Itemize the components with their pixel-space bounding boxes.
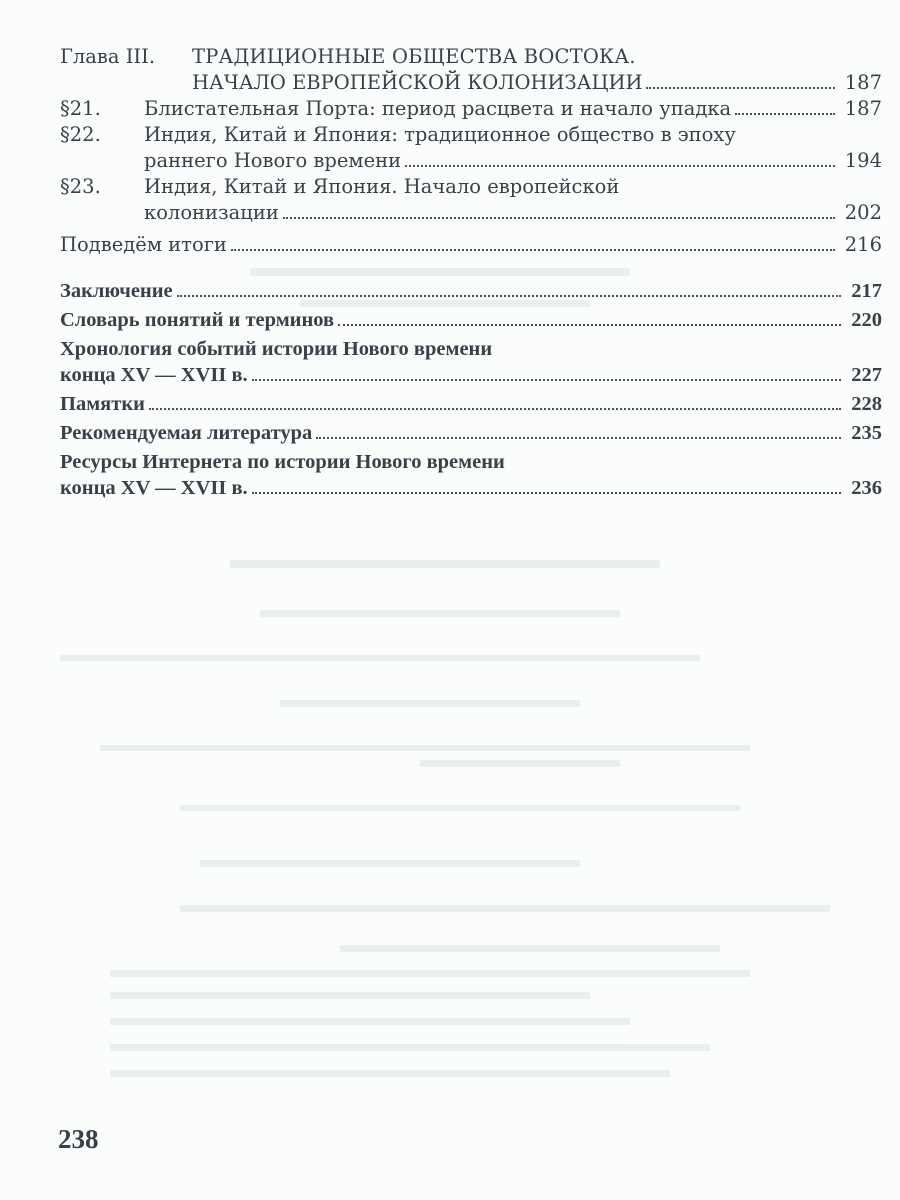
toc-entry-section-23-cont	[60, 200, 882, 226]
chapter-label: Глава III.	[60, 45, 156, 68]
toc-entry-internet-resources	[60, 449, 882, 475]
page-ref: 216	[844, 233, 882, 256]
entry-title-line2: конца XV — XVII в.	[60, 477, 248, 499]
summary-title: Подведём итоги	[60, 233, 227, 256]
page-ref: 202	[844, 201, 882, 224]
dot-leader	[149, 407, 841, 410]
dot-leader	[252, 378, 842, 381]
table-of-contents	[60, 44, 882, 501]
toc-entry-section-22	[60, 122, 882, 148]
section-title-line2: колонизации	[144, 201, 279, 224]
page-number: 238	[58, 1124, 99, 1154]
toc-entry-conclusion	[60, 278, 882, 304]
toc-entry-literature	[60, 420, 882, 446]
section-number: §23.	[60, 175, 101, 198]
section-title-line1: Индия, Китай и Япония: традиционное общество в эпоху	[144, 123, 736, 146]
page-ref: 220	[851, 309, 882, 331]
dot-leader	[338, 323, 841, 326]
section-title-line2: раннего Нового времени	[144, 149, 402, 172]
entry-title: Рекомендуемая литература	[60, 422, 313, 444]
chapter-heading-line1	[60, 44, 882, 70]
page-ref: 194	[844, 149, 882, 172]
toc-entry-glossary	[60, 307, 882, 333]
toc-entry-section-23	[60, 174, 882, 200]
page-ref: 235	[851, 422, 882, 444]
chapter-title-line1: ТРАДИЦИОННЫЕ ОБЩЕСТВА ВОСТОКА.	[192, 45, 636, 68]
section-title: Блистательная Порта: период расцвета и начало упадка	[144, 97, 732, 120]
section-number: §21.	[60, 97, 101, 120]
toc-entry-section-22-cont	[60, 148, 882, 174]
dot-leader	[283, 216, 835, 219]
dot-leader	[646, 86, 834, 89]
page-ref: 227	[851, 364, 882, 386]
dot-leader	[252, 491, 842, 494]
dot-leader	[316, 436, 841, 439]
entry-title: Памятки	[60, 393, 145, 415]
toc-entry-chronology-cont	[60, 362, 882, 388]
page-ref: 217	[851, 280, 882, 302]
chapter-heading-line2	[60, 70, 882, 96]
page-ref: 236	[851, 477, 882, 499]
entry-title-line1: Ресурсы Интернета по истории Нового времени	[60, 451, 505, 473]
entry-title-line2: конца XV — XVII в.	[60, 364, 248, 386]
page-ref: 228	[851, 393, 882, 415]
chapter-title-line2: НАЧАЛО ЕВРОПЕЙСКОЙ КОЛОНИЗАЦИИ	[192, 71, 643, 94]
entry-title: Словарь понятий и терминов	[60, 309, 335, 331]
section-number: §22.	[60, 123, 101, 146]
dot-leader	[405, 164, 835, 167]
toc-entry-summary	[60, 232, 882, 258]
entry-title-line1: Хронология событий истории Нового времени	[60, 338, 493, 360]
entry-title: Заключение	[60, 280, 173, 302]
dot-leader	[177, 294, 842, 297]
dot-leader	[231, 248, 835, 251]
section-title-line1: Индия, Китай и Япония. Начало европейской	[144, 175, 620, 198]
toc-entry-internet-resources-cont	[60, 475, 882, 501]
dot-leader	[735, 112, 835, 115]
page-ref: 187	[844, 71, 882, 94]
toc-entry-chronology	[60, 336, 882, 362]
toc-entry-memos	[60, 391, 882, 417]
page-ref: 187	[844, 97, 882, 120]
toc-entry-section-21	[60, 96, 882, 122]
